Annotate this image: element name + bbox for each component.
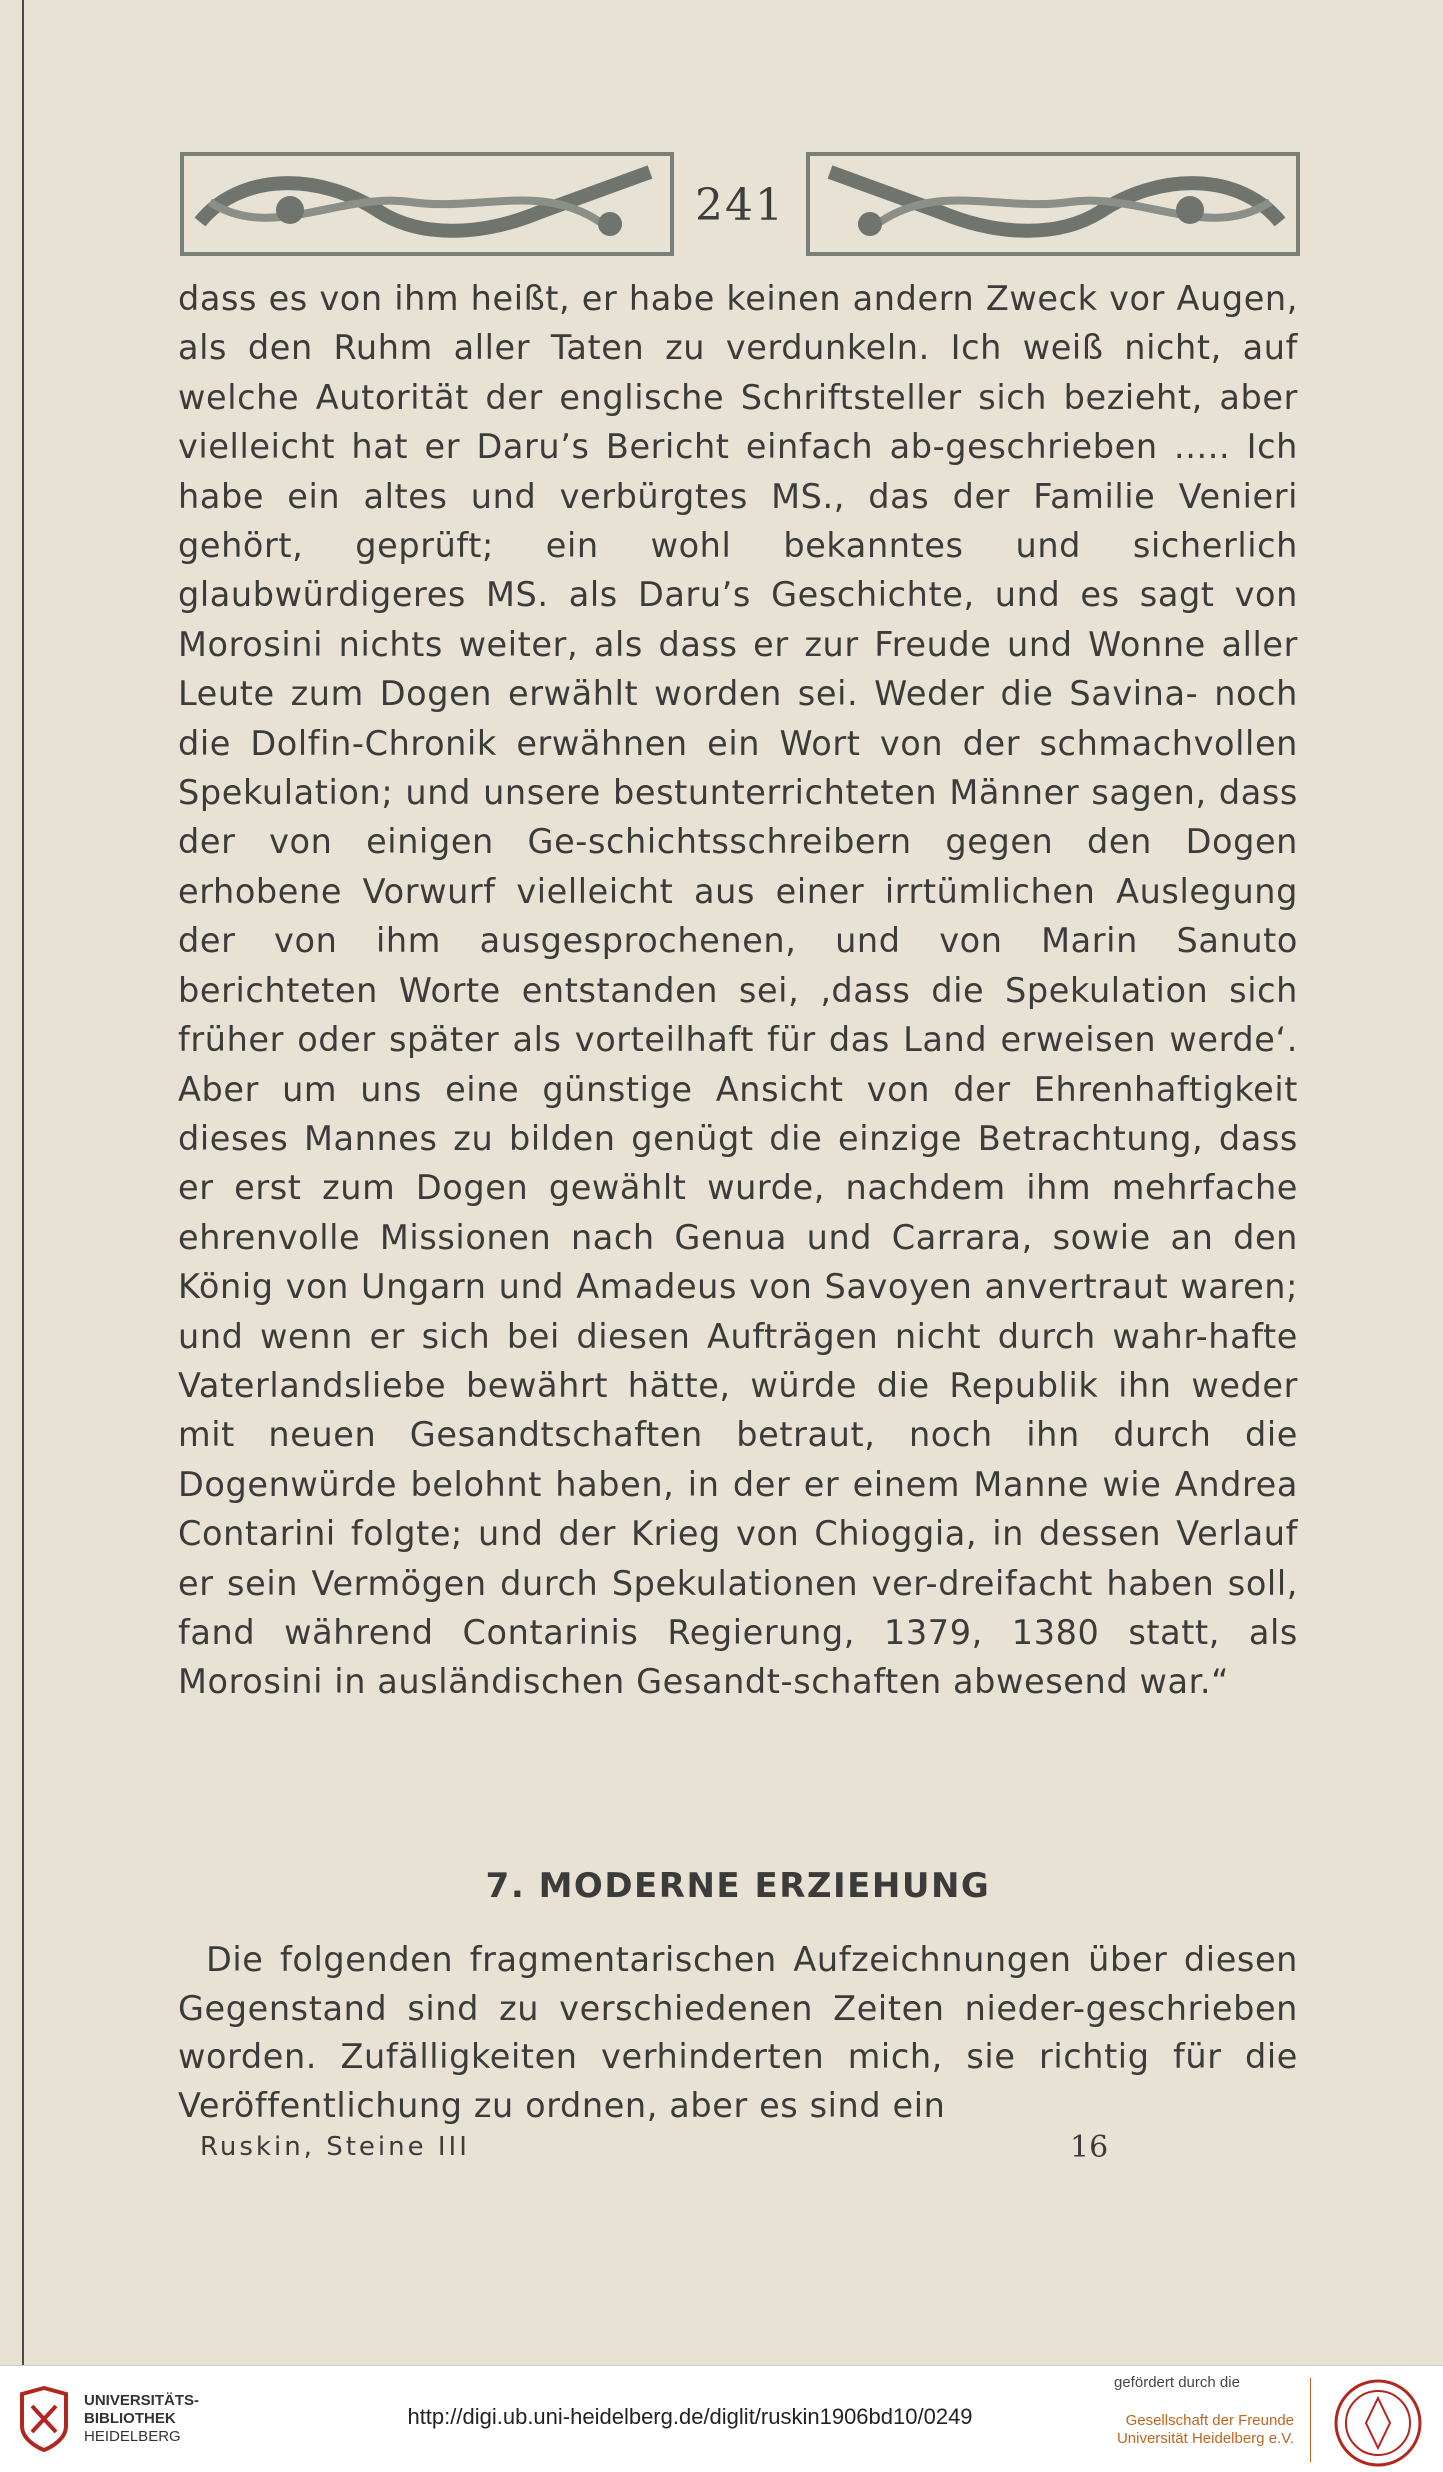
- digitization-footer: [0, 2365, 1443, 2472]
- library-name-line: UNIVERSITÄTS-: [84, 2392, 200, 2409]
- page-edge-line: [22, 0, 24, 2365]
- sponsor-name-line: Universität Heidelberg e.V.: [1116, 2430, 1294, 2447]
- ornament-left-icon: [180, 152, 680, 264]
- page-number: 241: [695, 180, 785, 231]
- permalink-url[interactable]: http://digi.ub.uni-heidelberg.de/diglit/ruskin1906bd10/0249: [407, 2404, 973, 2429]
- library-name: [84, 2392, 199, 2446]
- university-seal-icon: [1330, 2378, 1426, 2468]
- footer-divider: [1310, 2378, 1311, 2462]
- body-paragraph-1: [178, 274, 1298, 1707]
- paragraph-text: Die folgenden fragmentarischen Aufzeichnungen über diesen Gegenstand sind zu verschiedenen Zeiten nieder-geschrieben worden. Zufälligkeiten verhinderten mich, sie richtig für die Veröffentlichung zu ordnen, aber es sind ein: [178, 1940, 1298, 2125]
- sponsor-intro: gefördert durch die: [1114, 2374, 1240, 2391]
- printer-signature: Ruskin, Steine III: [200, 2132, 470, 2162]
- library-name-line: HEIDELBERG: [84, 2428, 181, 2445]
- sponsor-name-line: Gesellschaft der Freunde: [1125, 2412, 1294, 2429]
- university-library-logo-icon: [14, 2386, 74, 2452]
- sponsor-name: [1114, 2412, 1294, 2448]
- paragraph-text: dass es von ihm heißt, er habe keinen andern Zweck vor Augen, als den Ruhm aller Taten zu verdunkeln. Ich weiß nicht, auf welche Autorität der englische Schriftsteller sich bezieht, aber vielleicht hat er Daru’s Bericht einfach ab-geschrieben ..... Ich habe ein altes und verbürgtes MS., das der Familie Venieri gehört, geprüft; ein wohl bekanntes und sicherlich glaubwürdigeres MS. als Daru’s Geschichte, und es sagt von Morosini nichts weiter, als dass er zur Freude und Wonne aller Leute zum Dogen erwählt worden sei. Weder die Savina- noch die Dolfin-Chronik erwähnen ein Wort von der schmachvollen Spekulation; und unsere bestunterrichteten Männer sagen, dass der von einigen Ge-schichtsschreibern gegen den Dogen erhobene Vorwurf vielleicht aus einer irrtümlichen Auslegung der von ihm ausgesprochenen, und von Marin Sanuto berichteten Worte entstanden sei, ‚dass die Spekulation sich früher oder später als vorteilhaft für das Land erweisen werde‘. Aber um uns eine günstige Ansicht von der Ehrenhaftigkeit dieses Mannes zu bilden genügt die einzige Betrachtung, dass er erst zum Dogen gewählt wurde, nachdem ihm mehrfache ehrenvolle Missionen nach Genua und Carrara, sowie an den König von Ungarn und Amadeus von Savoyen anvertraut waren; und wenn er sich bei diesen Aufträgen nicht durch wahr-hafte Vaterlandsliebe bewährt hätte, würde die Republik ihn weder mit neuen Gesandtschaften betraut, noch ihn durch die Dogenwürde belohnt haben, in der er einem Manne wie Andrea Contarini folgte; und der Krieg von Chioggia, in dessen Verlauf er sein Vermögen durch Spekulationen ver-dreifacht haben soll, fand während Contarinis Regierung, 1379, 1380 statt, als Morosini in ausländischen Gesandt-schaften abwesend war.“: [178, 279, 1298, 1702]
- body-paragraph-2: [178, 1936, 1298, 2130]
- signature-number: 16: [1070, 2130, 1109, 2165]
- library-name-line: BIBLIOTHEK: [84, 2410, 176, 2427]
- section-heading: 7. MODERNE ERZIEHUNG: [485, 1866, 991, 1906]
- ornament-right-icon: [800, 152, 1300, 264]
